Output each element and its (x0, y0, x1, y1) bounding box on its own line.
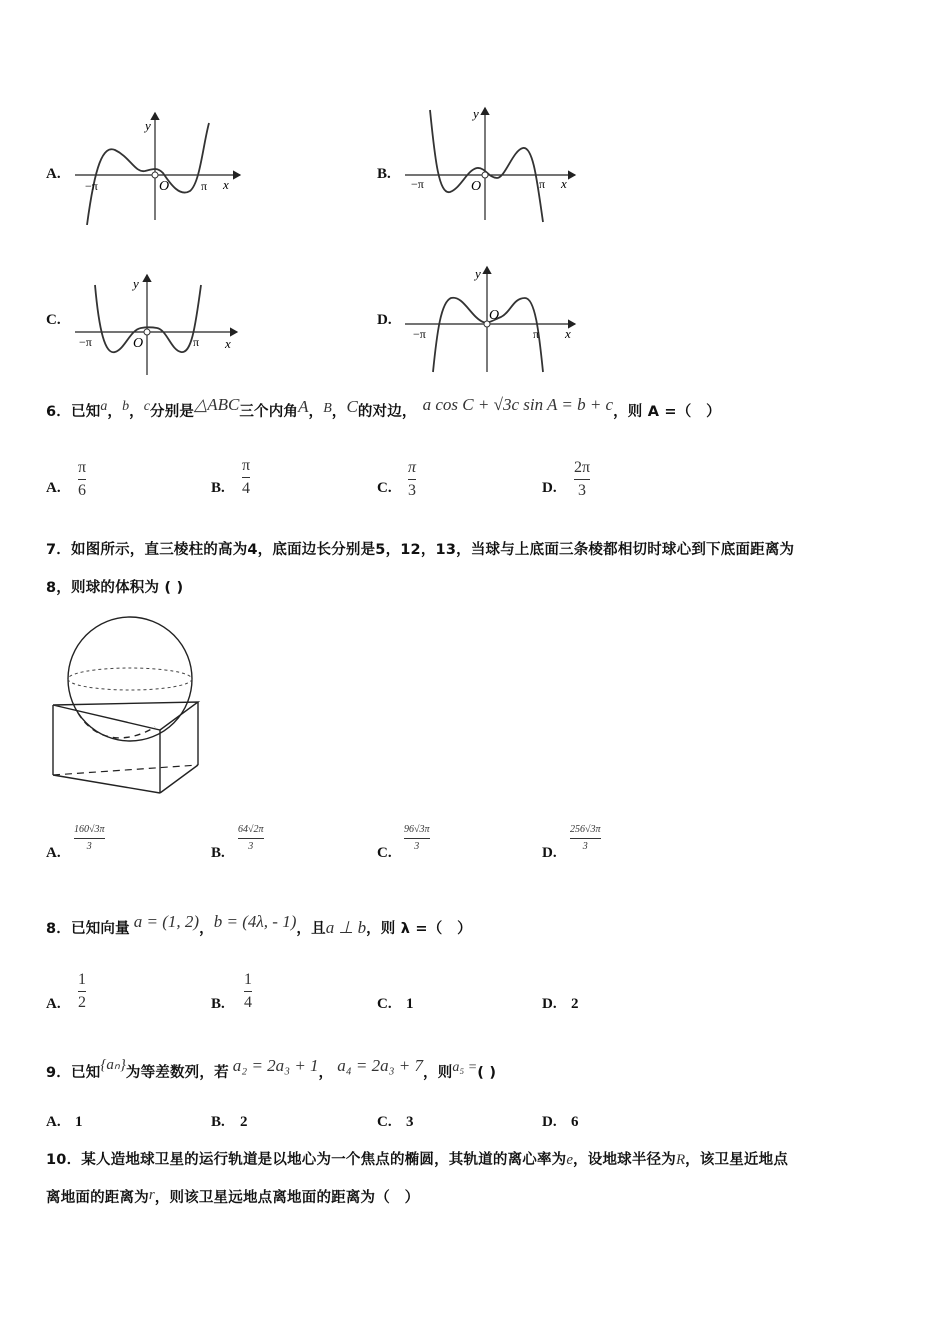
option-label: C. (377, 845, 392, 861)
q10-text: 离地面的距离为 (46, 1190, 149, 1206)
q6-text: 分别是 (150, 404, 195, 420)
neg-pi-label: −π (79, 335, 92, 349)
var-r: r (148, 1187, 155, 1203)
q8-text: 8．已知向量 (46, 921, 130, 937)
prism-sphere-figure (45, 605, 205, 800)
graph-option-a (75, 105, 250, 225)
origin-label: O (159, 179, 170, 194)
graph-option-d (405, 262, 585, 377)
vector-b: b = (4λ, - 1) (213, 912, 297, 931)
option-label: D. (542, 1114, 557, 1130)
q6-option-d-value: 2π 3 (574, 459, 591, 499)
option-label: A. (46, 996, 61, 1012)
q7-option-b-value: 64√2π 3 (238, 824, 264, 852)
q7-options (46, 823, 746, 863)
q6-option-c-value: π 3 (408, 459, 417, 499)
perpendicular: a ⊥ b (325, 918, 367, 937)
option-label: C. (46, 312, 61, 328)
q9-option-d-value: 6 (571, 1114, 579, 1130)
y-axis-label: y (145, 118, 151, 133)
option-label: D. (542, 996, 557, 1012)
y-axis-label: y (133, 276, 139, 291)
option-label: A. (46, 1114, 61, 1130)
var-c: c (143, 399, 151, 414)
q8-option-d-value: 2 (571, 996, 579, 1012)
option-label: B. (211, 996, 225, 1012)
q9-option-a-value: 1 (75, 1114, 83, 1130)
y-axis-label: y (473, 106, 479, 121)
q9-equation-1: a₂ = 2a₃ + 1 (232, 1056, 319, 1075)
q6-option-a-value: π 6 (78, 459, 87, 499)
q7-line-1: 7．如图所示，直三棱柱的高为4，底面边长分别是5，12，13，当球与上底面三条棱都相切时球心到下底面距离为 (46, 542, 795, 558)
q9-ask-a5: a₅ = (452, 1060, 478, 1075)
q9-text: 9．已知 (46, 1065, 101, 1081)
q10-text: ，则该卫星远地点离地面的距离为（ ） (154, 1190, 420, 1206)
triangle-abc: △ABC (194, 395, 240, 414)
q8-option-c-value: 1 (406, 996, 414, 1012)
question-9 (46, 1056, 497, 1082)
option-label: A. (46, 166, 61, 182)
option-label: C. (377, 480, 392, 496)
q9-options (46, 1114, 746, 1136)
q6-option-b-value: π 4 (242, 457, 251, 497)
pi-label: π (193, 335, 200, 349)
origin-label: O (489, 308, 500, 323)
sequence-an: {aₙ} (100, 1057, 126, 1073)
q9-text: ( ) (477, 1065, 497, 1081)
neg-pi-label: −π (411, 177, 424, 191)
q9-text: 为等差数列，若 (125, 1065, 229, 1081)
pi-label: π (539, 177, 546, 191)
graph-option-c (75, 270, 250, 380)
q6-text: 6．已知 (46, 404, 101, 420)
q10-line-1 (46, 1148, 788, 1169)
q8-option-b-value: 1 4 (244, 971, 252, 1011)
neg-pi-label: −π (413, 327, 426, 341)
q6-text: ，则 A =（ ） (613, 404, 721, 420)
q7-line-2: 8，则球的体积为 ( ) (46, 580, 184, 596)
x-axis-label: x (223, 177, 229, 192)
q9-option-c-value: 3 (406, 1114, 414, 1130)
q6-equation: a cos C + √3c sin A = b + c (422, 395, 614, 414)
q6-options (46, 458, 746, 503)
graph-option-b (405, 100, 585, 225)
var-a: a (100, 399, 108, 414)
q9-text: ， (318, 1065, 334, 1081)
option-label: B. (211, 1114, 225, 1130)
x-axis-label: x (565, 326, 571, 341)
q8-text: ，且 (296, 921, 326, 937)
option-label: D. (542, 845, 557, 861)
question-6: 6．已知a，b，c分别是△ABC三个内角A，B，C的对边， a cos C + √3c sin A = b + c，则 A =（ ） (46, 395, 721, 420)
pi-label: π (533, 327, 540, 341)
angle-a: A (298, 397, 309, 416)
x-axis-label: x (561, 176, 567, 191)
q8-text: ，则 λ =（ ） (366, 921, 472, 937)
q7-option-c-value: 96√3π 3 (404, 824, 430, 852)
q10-text: ，该卫星近地点 (685, 1152, 789, 1168)
var-r-upper: R (675, 1152, 686, 1168)
var-b: b (122, 399, 130, 414)
option-label: C. (377, 996, 392, 1012)
sphere-equator (68, 668, 192, 690)
option-label: B. (211, 845, 225, 861)
q8-text: ， (199, 921, 214, 937)
origin-label: O (133, 336, 144, 351)
q8-options (46, 968, 746, 1018)
neg-pi-label: −π (85, 179, 98, 193)
origin-label: O (471, 179, 482, 194)
q8-option-a-value: 1 2 (78, 971, 86, 1011)
option-label: A. (46, 480, 61, 496)
q10-line-2 (46, 1186, 419, 1207)
q10-text: ，设地球半径为 (573, 1152, 676, 1168)
q9-text: ，则 (423, 1065, 453, 1081)
option-label: C. (377, 1114, 392, 1130)
vector-a: a = (1, 2) (133, 912, 200, 931)
q9-option-b-value: 2 (240, 1114, 248, 1130)
q9-equation-2: a₄ = 2a₃ + 7 (337, 1056, 424, 1075)
option-label: A. (46, 845, 61, 861)
x-axis-label: x (225, 336, 231, 351)
q6-text: 的对边， (357, 404, 417, 420)
option-label: B. (377, 166, 391, 182)
option-label: D. (377, 312, 392, 328)
q10-text: 10．某人造地球卫星的运行轨道是以地心为一个焦点的椭圆，其轨道的离心率为 (46, 1152, 567, 1168)
q6-text: 三个内角 (239, 404, 299, 420)
option-label: B. (211, 480, 225, 496)
question-8 (46, 912, 472, 938)
angle-b: B (323, 401, 332, 416)
q7-option-a-value: 160√3π 3 (74, 824, 105, 852)
var-e: e (566, 1152, 574, 1168)
q7-option-d-value: 256√3π 3 (570, 824, 601, 852)
option-label: D. (542, 480, 557, 496)
pi-label: π (201, 179, 208, 193)
angle-c: C (346, 397, 358, 416)
y-axis-label: y (475, 266, 481, 281)
